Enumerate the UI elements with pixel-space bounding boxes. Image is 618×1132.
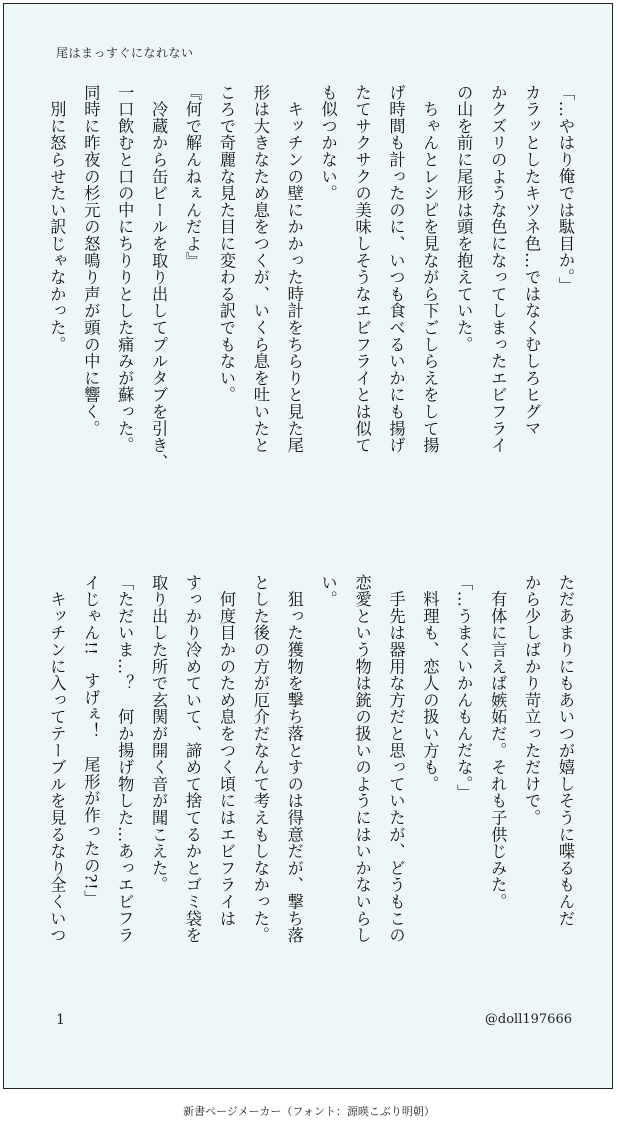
text-line: キッチンの壁にかかった時計をちらりと見た尾 [284,84,304,454]
text-line: 有体に言えば嫉妬だ。それも子供じみた。 [488,574,508,910]
text-line: かクズリのような色になってしまったエビフライ [488,84,508,454]
text-line: 「…やはり俺では駄目か。」 [556,84,575,295]
text-line: 別に怒らせたい訳じゃなかった。 [47,84,67,353]
text-line: キッチンに入ってテーブルを見るなり全くいつ [47,574,67,944]
text-line: 料理も、恋人の扱い方も。 [420,574,440,793]
footer-caption: 新書ページメーカー（フォント：源暎こぶり明朝） [183,1105,435,1118]
author-handle: @doll197666 [484,1012,572,1027]
text-line: げ時間も計ったのに、いつも食べるいかにも揚げ [386,84,406,454]
text-line: 手先は器用な方だと思っていたが、どうもこの [386,574,406,944]
text-line: 「ただいま…？ 何か揚げ物した…あっエビフラ [115,574,135,944]
text-line: ころで奇麗な見た目に変わる訳でもない。 [216,84,236,404]
text-line: 狙った獲物を撃ち落とすのは得意だが、撃ち落 [284,574,304,944]
text-line: 『何で解んねぇんだよ』 [183,84,203,269]
text-line: 同時に昨夜の杉元の怒鳴り声が頭の中に響く。 [81,84,101,437]
text-line: ただあまりにもあいつが嬉しそうに喋るもんだ [556,574,575,927]
text-line: 何度目かのため息をつく頃にはエビフライは [216,574,236,927]
text-line: い。 [318,574,338,608]
text-line: ちゃんとレシピを見ながら下ごしらえをして揚 [420,84,440,454]
page-number: 1 [56,1012,65,1028]
running-title: 尾はまっすぐになれない [56,46,194,60]
novel-page [3,3,613,1089]
text-block-bottom [34,574,582,1034]
text-line: とした後の方が厄介だなんて考えもしなかった。 [250,574,270,944]
text-line: 形は大きなため息をつくが、いくら息を吐いたと [250,84,270,454]
text-line: 「…うまくいかんもんだな。」 [454,574,474,802]
text-line: も似つかない。 [318,84,338,202]
text-line: 恋愛という物は銃の扱いのようにはいかないらし [352,574,372,944]
text-line: カラッとしたキツネ色…ではなくむしろヒグマ [522,84,542,437]
text-line: 一口飲むと口の中にちりりとした痛みが蘇った。 [115,84,135,454]
text-line: 冷蔵から缶ビールを取り出してプルタブを引き、 [149,84,169,471]
text-block-top [34,84,582,544]
text-line: すっかり冷めていて、諦めて捨てるかとゴミ袋を [183,574,203,944]
text-line: イじゃん!! すげぇ！ 尾形が作ったの?!」 [81,574,101,907]
text-line: の山を前に尾形は頭を抱えていた。 [454,84,474,353]
text-line: から少しばかり苛立っただけで。 [522,574,542,826]
text-line: たてサクサクの美味しそうなエビフライとは似て [352,84,372,454]
text-line: 取り出した所で玄関が開く音が聞こえた。 [149,574,169,894]
